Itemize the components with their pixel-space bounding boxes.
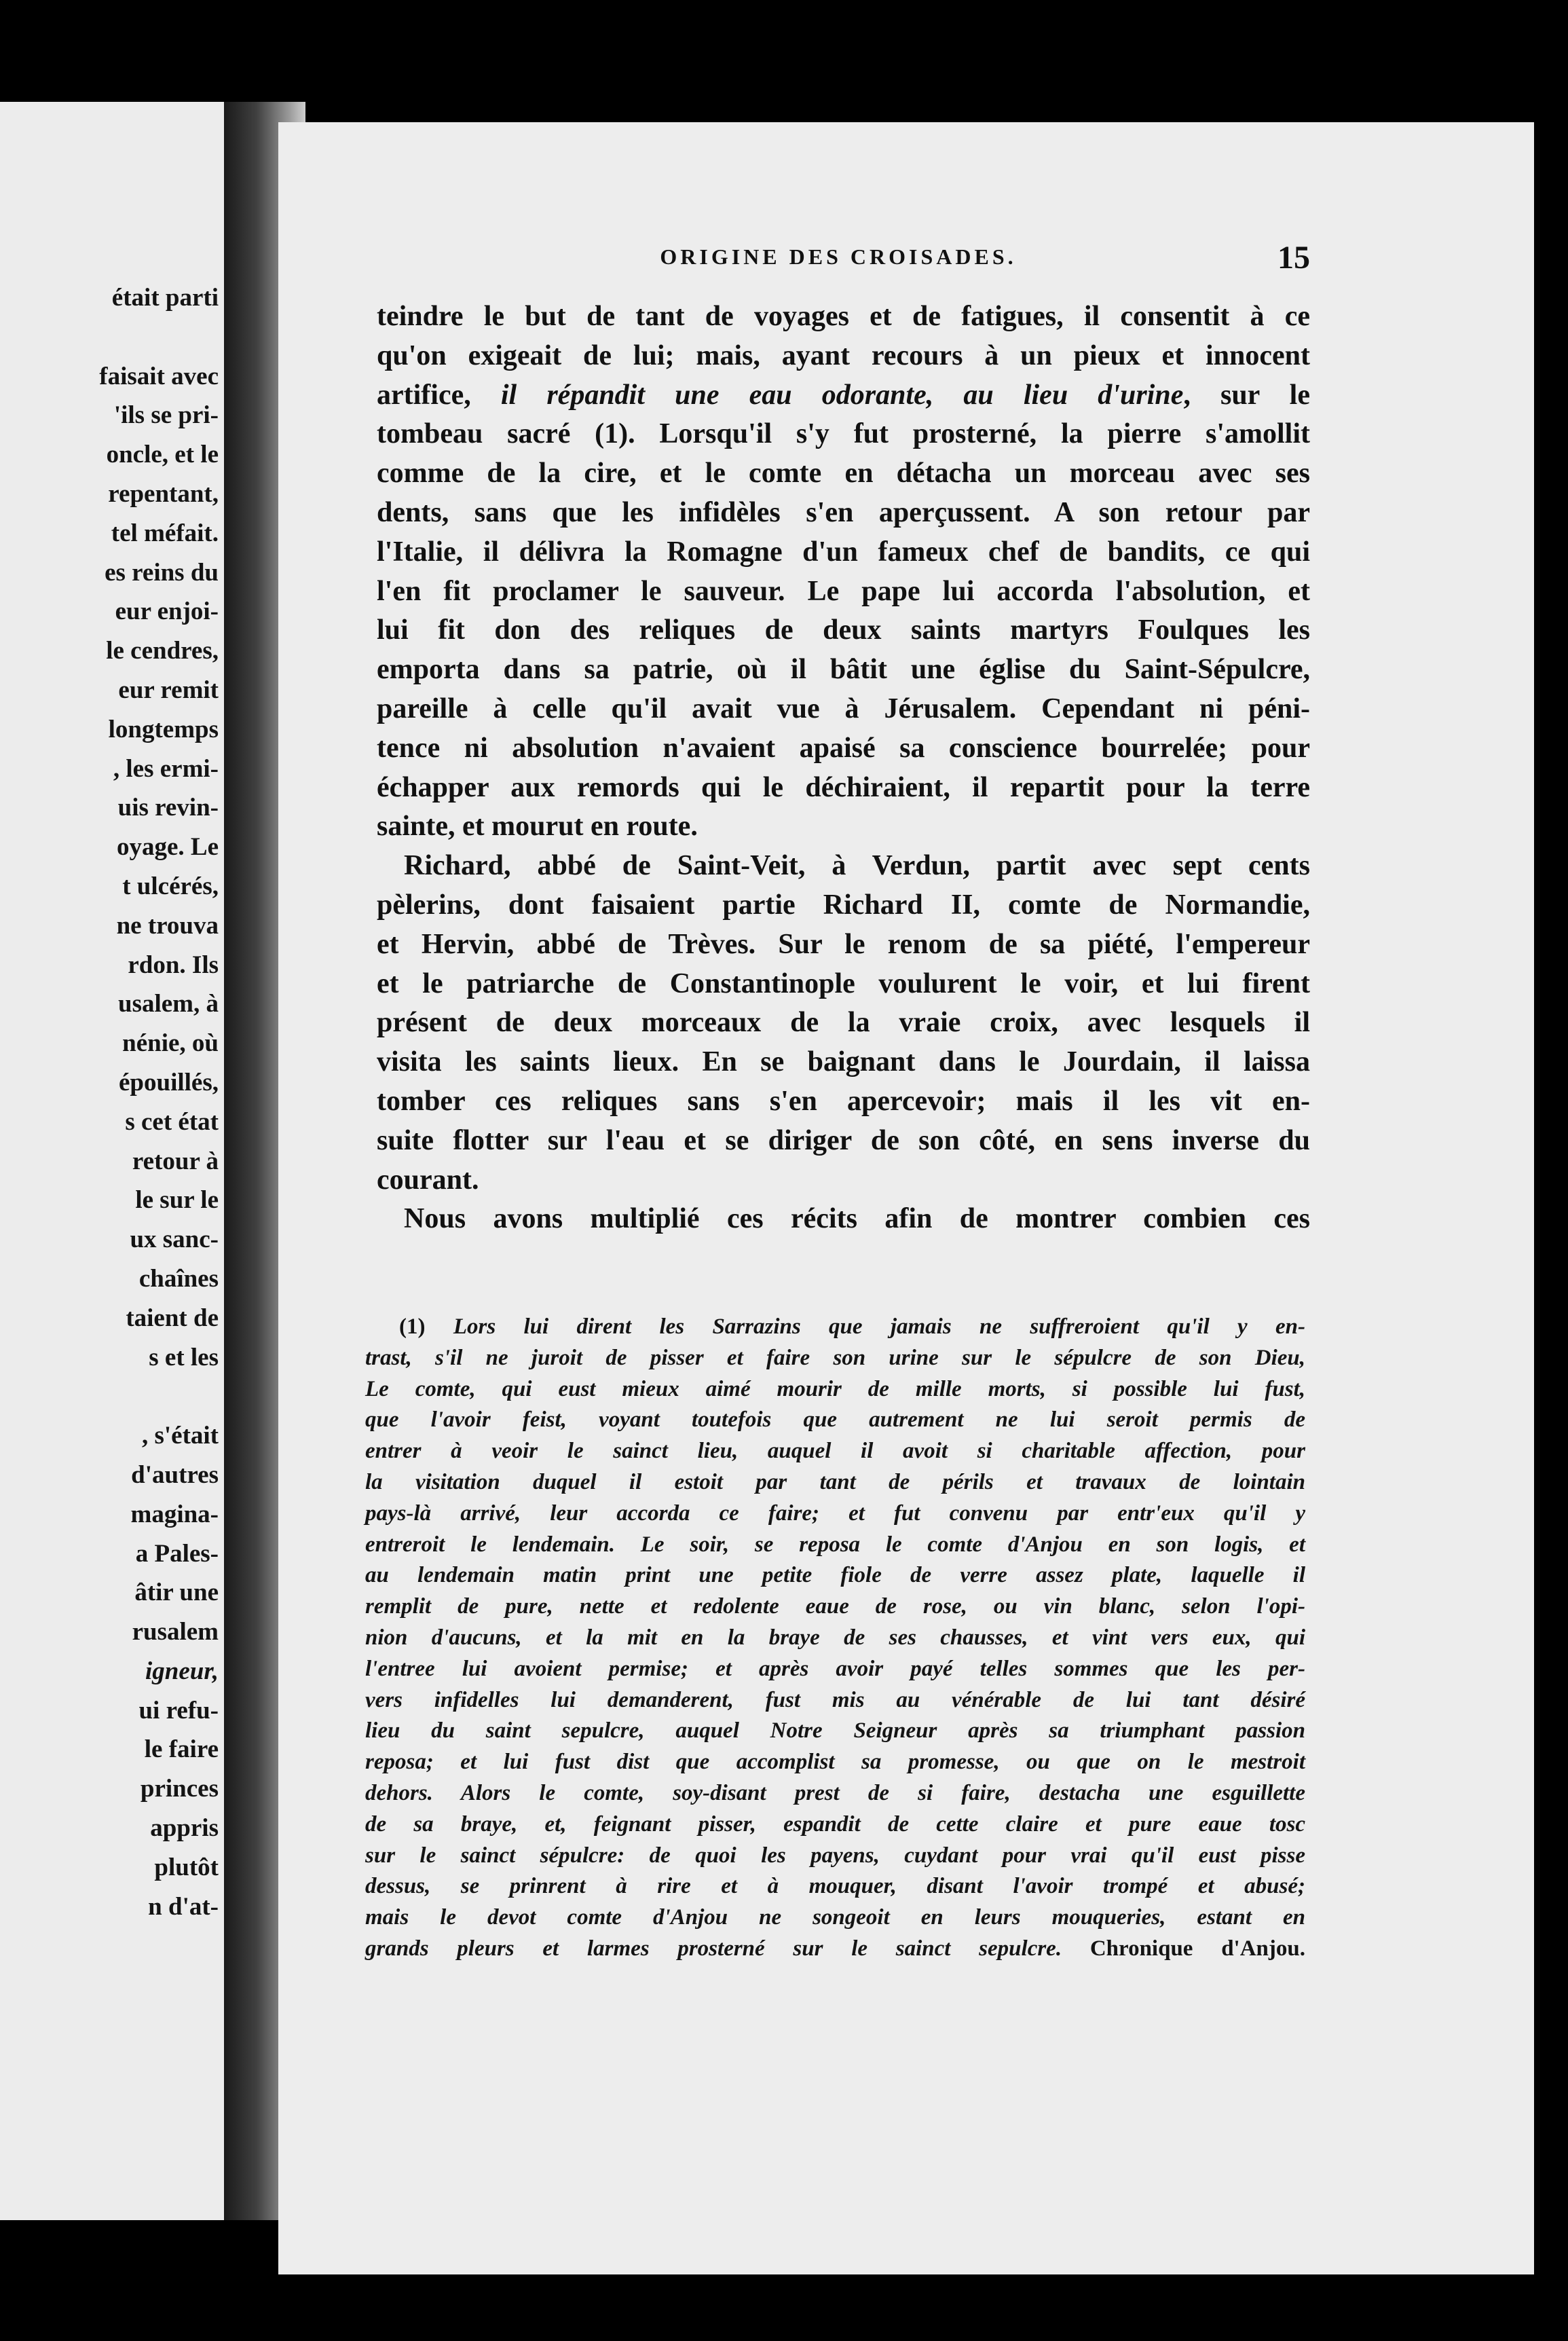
footnote-line: dehors. Alors le comte, soy-disant prest de si faire, destacha une esguillette <box>365 1780 1305 1805</box>
left-line: n d'at- <box>148 1892 219 1921</box>
left-line: appris <box>150 1814 219 1843</box>
left-line: magina- <box>130 1500 219 1528</box>
footnote-line: pays-là arrivé, leur accorda ce faire; et fut convenu par entr'eux qu'il y <box>365 1500 1305 1526</box>
left-line: 'ils se pri- <box>113 401 219 430</box>
body-line: tomber ces reliques sans s'en apercevoir; mais il les vit en- <box>377 1085 1310 1117</box>
body-line-italic: il répandit une eau odorante, au lieu d'urine <box>500 379 1184 411</box>
running-head-title: ORIGINE DES CROISADES. <box>660 244 1017 269</box>
footnote-line: lieu du saint sepulcre, auquel Notre Seigneur après sa triumphant passion <box>365 1718 1305 1744</box>
left-line: le sur le <box>135 1186 219 1215</box>
body-line: pareille à celle qu'il avait vue à Jérusalem. Cependant ni péni- <box>377 693 1310 724</box>
body-line: et le patriarche de Constantinople voulurent le voir, et lui firent <box>377 967 1310 999</box>
left-line: , s'était <box>141 1422 219 1450</box>
footnote-line <box>365 1934 1305 1965</box>
body-line: dents, sans que les infidèles s'en aperçussent. A son retour par <box>377 496 1310 528</box>
left-line: igneur, <box>145 1657 219 1685</box>
body-line-part: , sur le <box>1183 379 1310 411</box>
left-line: princes <box>140 1775 219 1803</box>
footnote-line: entreroit le lendemain. Le soir, se reposa le comte d'Anjou en son logis, et <box>365 1532 1305 1557</box>
body-line: tombeau sacré (1). Lorsqu'il s'y fut prosterné, la pierre s'amollit <box>377 418 1310 450</box>
left-line: d'autres <box>131 1460 219 1489</box>
body-line: teindre le but de tant de voyages et de fatigues, il consentit à ce <box>377 301 1310 332</box>
left-line: plutôt <box>154 1853 219 1881</box>
body-line: emporta dans sa patrie, où il bâtit une église du Saint-Sépulcre, <box>377 654 1310 686</box>
footnote-line-text: Lors lui dirent les Sarrazins que jamais ne suffreroient qu'il y en- <box>453 1314 1306 1339</box>
left-line: épouillés, <box>119 1068 219 1096</box>
left-line: eur enjoi- <box>115 597 219 626</box>
body-line-part: artifice, <box>377 379 471 411</box>
body-line: lui fit don des reliques de deux saints martyrs Foulques les <box>377 614 1310 646</box>
left-line: le faire <box>144 1735 219 1764</box>
footnote-line: l'entree lui avoient permise; et après avoir payé telles sommes que les per- <box>365 1656 1305 1681</box>
left-line: uis revin- <box>117 794 219 822</box>
footnote <box>365 1312 1305 1965</box>
left-line: était parti <box>111 284 219 312</box>
body-line: échapper aux remords qui le déchiraient, il repartit pour la terre <box>377 771 1310 803</box>
footnote-line: entrer à veoir le sainct lieu, auquel il avoit si charitable affection, pour <box>365 1439 1305 1464</box>
left-line: t ulcérés, <box>122 872 219 900</box>
footnote-line-text: grands pleurs et larmes prosterné sur le sainct sepulcre. <box>365 1936 1062 1961</box>
left-line <box>1 1377 219 1416</box>
body-line: l'en fit proclamer le sauveur. Le pape lui accorda l'absolution, et <box>377 575 1310 607</box>
footnote-line: mais le devot comte d'Anjou ne songeoit en leurs mouqueries, estant en <box>365 1905 1305 1930</box>
footnote-marker: (1) <box>399 1314 426 1339</box>
left-line: eur remit <box>118 676 219 704</box>
left-line: usalem, à <box>118 990 219 1018</box>
left-line: longtemps <box>108 715 219 743</box>
left-line: a Pales- <box>135 1539 219 1568</box>
left-line: oyage. Le <box>116 833 219 862</box>
body-line: l'Italie, il délivra la Romagne d'un fameux chef de bandits, ce qui <box>377 536 1310 568</box>
left-line: repentant, <box>108 479 219 508</box>
footnote-line: Le comte, qui eust mieux aimé mourir de mille morts, si possible lui fust, <box>365 1376 1305 1401</box>
body-line: et Hervin, abbé de Trèves. Sur le renom de sa piété, l'empereur <box>377 928 1310 960</box>
body-text <box>377 297 1310 1239</box>
previous-page <box>0 102 224 2220</box>
footnote-line: remplit de pure, nette et redolente eaue de rose, ou vin blanc, selon l'opi- <box>365 1594 1305 1619</box>
left-line: rusalem <box>132 1618 219 1646</box>
body-line: tence ni absolution n'avaient apaisé sa conscience bourrelée; pour <box>377 732 1310 764</box>
footnote-line: de sa braye, et, feignant pisser, espandit de cette claire et pure eaue tosc <box>365 1811 1305 1837</box>
page-number: 15 <box>1277 240 1310 276</box>
body-line: Nous avons multiplié ces récits afin de montrer combien ces <box>404 1203 1310 1235</box>
left-line: âtir une <box>134 1579 219 1607</box>
body-line: comme de la cire, et le comte en détacha un morceau avec ses <box>377 458 1310 490</box>
left-line: tel méfait. <box>111 519 219 547</box>
left-line: ui refu- <box>138 1696 219 1725</box>
previous-page-text <box>1 278 219 1926</box>
footnote-line: trast, s'il ne juroit de pisser et faire son urine sur le sépulcre de son Dieu, <box>365 1345 1305 1370</box>
footnote-line: dessus, se prinrent à rire et à mouquer, disant l'avoir trompé et abusé; <box>365 1874 1305 1899</box>
body-line: sainte, et mourut en route. <box>377 811 698 843</box>
body-line: visita les saints lieux. En se baignant dans le Jourdain, il laissa <box>377 1046 1310 1078</box>
footnote-line: reposa; et lui fust dist que accomplist sa promesse, ou que on le mestroit <box>365 1750 1305 1775</box>
left-line: nénie, où <box>122 1029 219 1058</box>
body-line <box>377 376 1310 416</box>
footnote-line: nion d'aucuns, et la mit en la braye de ses chausses, et vint vers eux, qui <box>365 1625 1305 1650</box>
left-line: retour à <box>132 1147 219 1175</box>
left-line: faisait avec <box>99 362 219 390</box>
footnote-source: Chronique d'Anjou. <box>1089 1936 1305 1961</box>
footnote-line: la visitation duquel il estoit par tant de périls et travaux de lointain <box>365 1469 1305 1494</box>
footnote-line: que l'avoir feist, voyant toutefois que autrement ne lui seroit permis de <box>365 1407 1305 1433</box>
footnote-line: au lendemain matin print une petite fiole de verre assez plate, laquelle il <box>365 1563 1305 1588</box>
body-line: suite flotter sur l'eau et se diriger de son côté, en sens inverse du <box>377 1124 1310 1156</box>
footnote-line <box>365 1312 1305 1343</box>
body-line: présent de deux morceaux de la vraie croix, avec lesquels il <box>377 1007 1310 1039</box>
left-line: le cendres, <box>106 637 219 665</box>
footnote-line: vers infidelles lui demanderent, fust mis au vénérable de lui tant désiré <box>365 1687 1305 1712</box>
left-line: s et les <box>149 1343 219 1371</box>
left-line: taient de <box>126 1304 219 1332</box>
body-line: courant. <box>377 1164 479 1196</box>
footnote-line: sur le sainct sépulcre: de quoi les payens, cuydant pour vrai qu'il eust pisse <box>365 1843 1305 1868</box>
left-line: s cet état <box>125 1107 219 1136</box>
left-line: es reins du <box>105 558 219 587</box>
body-line: Richard, abbé de Saint-Veit, à Verdun, partit avec sept cents <box>404 850 1310 882</box>
left-line: ux sanc- <box>130 1225 219 1254</box>
left-line: oncle, et le <box>106 441 219 469</box>
left-line <box>1 318 219 357</box>
body-line: pèlerins, dont faisaient partie Richard II, comte de Normandie, <box>377 889 1310 921</box>
left-line: chaînes <box>138 1264 219 1293</box>
left-line: ne trouva <box>116 911 219 940</box>
left-line: , les ermi- <box>113 754 219 783</box>
body-line: qu'on exigeait de lui; mais, ayant recours à un pieux et innocent <box>377 339 1310 371</box>
left-line: rdon. Ils <box>128 951 219 979</box>
